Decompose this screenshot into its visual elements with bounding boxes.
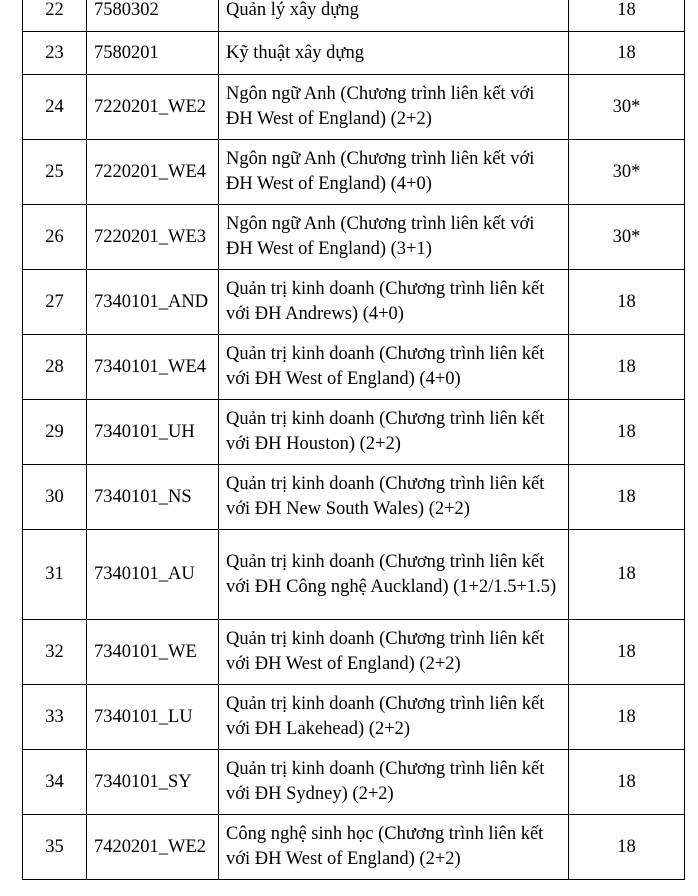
program-code-cell: 7340101_NS	[87, 465, 219, 530]
table-row	[23, 32, 685, 75]
program-code-cell: 7220201_WE2	[87, 75, 219, 140]
quota-cell: 18	[569, 530, 685, 620]
row-number-cell: 29	[23, 400, 87, 465]
quota-cell: 18	[569, 620, 685, 685]
row-number-cell: 22	[23, 0, 87, 32]
program-name-cell: Ngôn ngữ Anh (Chương trình liên kết với ĐH West of England) (3+1)	[219, 205, 569, 270]
row-number-cell: 24	[23, 75, 87, 140]
program-name-cell: Quản trị kinh doanh (Chương trình liên kết với ĐH West of England) (2+2)	[219, 620, 569, 685]
row-number-cell: 31	[23, 530, 87, 620]
quota-cell: 18	[569, 400, 685, 465]
table-row	[23, 530, 685, 620]
program-name-cell: Ngôn ngữ Anh (Chương trình liên kết với ĐH West of England) (2+2)	[219, 75, 569, 140]
row-number-cell: 35	[23, 815, 87, 880]
row-number-cell: 33	[23, 685, 87, 750]
table-row	[23, 270, 685, 335]
program-name-cell: Quản trị kinh doanh (Chương trình liên kết với ĐH Sydney) (2+2)	[219, 750, 569, 815]
quota-cell: 18	[569, 750, 685, 815]
program-name-cell: Công nghệ sinh học (Chương trình liên kết với ĐH West of England) (2+2)	[219, 815, 569, 880]
admissions-table	[22, 0, 685, 880]
program-code-cell: 7420201_WE2	[87, 815, 219, 880]
program-code-cell: 7340101_WE	[87, 620, 219, 685]
table-row	[23, 750, 685, 815]
table-row	[23, 75, 685, 140]
program-name-cell: Quản trị kinh doanh (Chương trình liên kết với ĐH West of England) (4+0)	[219, 335, 569, 400]
quota-cell: 30*	[569, 205, 685, 270]
table-row	[23, 465, 685, 530]
table-row	[23, 0, 685, 32]
table-row	[23, 205, 685, 270]
row-number-cell: 34	[23, 750, 87, 815]
row-number-cell: 32	[23, 620, 87, 685]
quota-cell: 18	[569, 815, 685, 880]
quota-cell: 18	[569, 335, 685, 400]
quota-cell: 30*	[569, 75, 685, 140]
program-name-cell: Ngôn ngữ Anh (Chương trình liên kết với ĐH West of England) (4+0)	[219, 140, 569, 205]
table-row	[23, 400, 685, 465]
program-name-cell: Quản trị kinh doanh (Chương trình liên kết với ĐH Công nghệ Auckland) (1+2/1.5+1.5)	[219, 530, 569, 620]
program-code-cell: 7340101_LU	[87, 685, 219, 750]
row-number-cell: 23	[23, 32, 87, 75]
program-name-cell: Quản trị kinh doanh (Chương trình liên kết với ĐH Andrews) (4+0)	[219, 270, 569, 335]
row-number-cell: 26	[23, 205, 87, 270]
program-name-cell: Quản lý xây dựng	[219, 0, 569, 32]
program-code-cell: 7340101_AU	[87, 530, 219, 620]
program-code-cell: 7340101_AND	[87, 270, 219, 335]
program-code-cell: 7220201_WE4	[87, 140, 219, 205]
quota-cell: 18	[569, 0, 685, 32]
table-row	[23, 335, 685, 400]
quota-cell: 18	[569, 32, 685, 75]
row-number-cell: 25	[23, 140, 87, 205]
quota-cell: 18	[569, 685, 685, 750]
row-number-cell: 30	[23, 465, 87, 530]
row-number-cell: 28	[23, 335, 87, 400]
table-row	[23, 620, 685, 685]
program-code-cell: 7340101_UH	[87, 400, 219, 465]
quota-cell: 30*	[569, 140, 685, 205]
program-name-cell: Quản trị kinh doanh (Chương trình liên kết với ĐH New South Wales) (2+2)	[219, 465, 569, 530]
row-number-cell: 27	[23, 270, 87, 335]
quota-cell: 18	[569, 465, 685, 530]
table-row	[23, 140, 685, 205]
table-body	[23, 0, 685, 880]
program-code-cell: 7340101_WE4	[87, 335, 219, 400]
program-code-cell: 7220201_WE3	[87, 205, 219, 270]
program-name-cell: Kỹ thuật xây dựng	[219, 32, 569, 75]
program-code-cell: 7580201	[87, 32, 219, 75]
program-name-cell: Quản trị kinh doanh (Chương trình liên kết với ĐH Lakehead) (2+2)	[219, 685, 569, 750]
table-row	[23, 815, 685, 880]
quota-cell: 18	[569, 270, 685, 335]
program-name-cell: Quản trị kinh doanh (Chương trình liên kết với ĐH Houston) (2+2)	[219, 400, 569, 465]
program-code-cell: 7580302	[87, 0, 219, 32]
table-row	[23, 685, 685, 750]
program-code-cell: 7340101_SY	[87, 750, 219, 815]
